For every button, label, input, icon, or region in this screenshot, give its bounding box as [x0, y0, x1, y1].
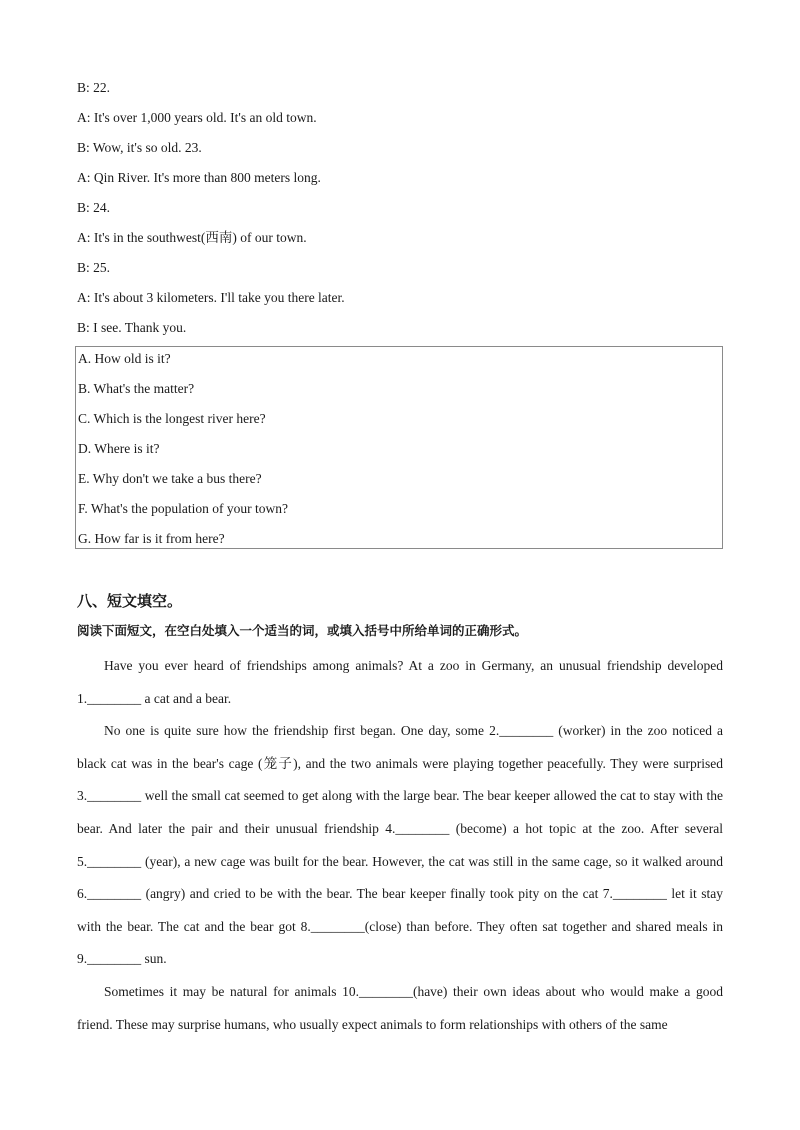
option-e: E. Why don't we take a bus there?	[78, 471, 262, 486]
passage	[77, 650, 723, 1041]
option-d: D. Where is it?	[78, 441, 160, 456]
dialogue-line: B: Wow, it's so old. 23.	[77, 140, 202, 155]
passage-paragraph: No one is quite sure how the friendship first began. One day, some 2.________ (worker) in the zoo noticed a black cat was in the bear's cage (笼子), and the two animals were playing together peacefully. They were surprised 3.________ well the small cat seemed to get along with the large bear. The bear keeper allowed the cat to stay with the bear. And later the pair and their unusual friendship 4.________ (become) a hot topic at the zoo. After several 5.________ (year), a new cage was built for the bear. However, the cat was still in the same cage, so it walked around 6.________ (angry) and cried to be with the bear. The bear keeper finally took pity on the cat 7.________ let it stay with the bear. The cat and the bear got 8.________(close) than before. They often sat together and shared meals in 9.________ sun.	[77, 723, 723, 967]
dialogue-line: A: It's about 3 kilometers. I'll take you there later.	[77, 290, 345, 305]
dialogue-line: B: 25.	[77, 260, 111, 275]
dialogue-line: B: I see. Thank you.	[77, 320, 187, 335]
dialogue-line: A: It's in the southwest(西南) of our town.	[77, 230, 307, 245]
section-title: 八、短文填空。	[77, 592, 183, 610]
option-b: B. What's the matter?	[78, 381, 195, 396]
option-g: G. How far is it from here?	[78, 531, 225, 546]
option-a: A. How old is it?	[78, 351, 171, 366]
passage-paragraph: Sometimes it may be natural for animals 10.________(have) their own ideas about who would make a good friend. These may surprise humans, who usually expect animals to form relationships with others of the same	[77, 983, 723, 1032]
option-c: C. Which is the longest river here?	[78, 411, 266, 426]
section-instruction: 阅读下面短文，在空白处填入一个适当的词，或填入括号中所给单词的正确形式。	[77, 623, 528, 638]
dialogue-line: A: Qin River. It's more than 800 meters long.	[77, 170, 321, 185]
dialogue-line: B: 24.	[77, 200, 111, 215]
options-box	[75, 346, 723, 549]
dialogue-line: B: 22.	[77, 80, 111, 95]
passage-paragraph: Have you ever heard of friendships among animals? At a zoo in Germany, an unusual friendship developed 1.________ a cat and a bear.	[77, 658, 723, 706]
dialogue-line: A: It's over 1,000 years old. It's an old town.	[77, 110, 317, 125]
option-f: F. What's the population of your town?	[78, 501, 288, 516]
